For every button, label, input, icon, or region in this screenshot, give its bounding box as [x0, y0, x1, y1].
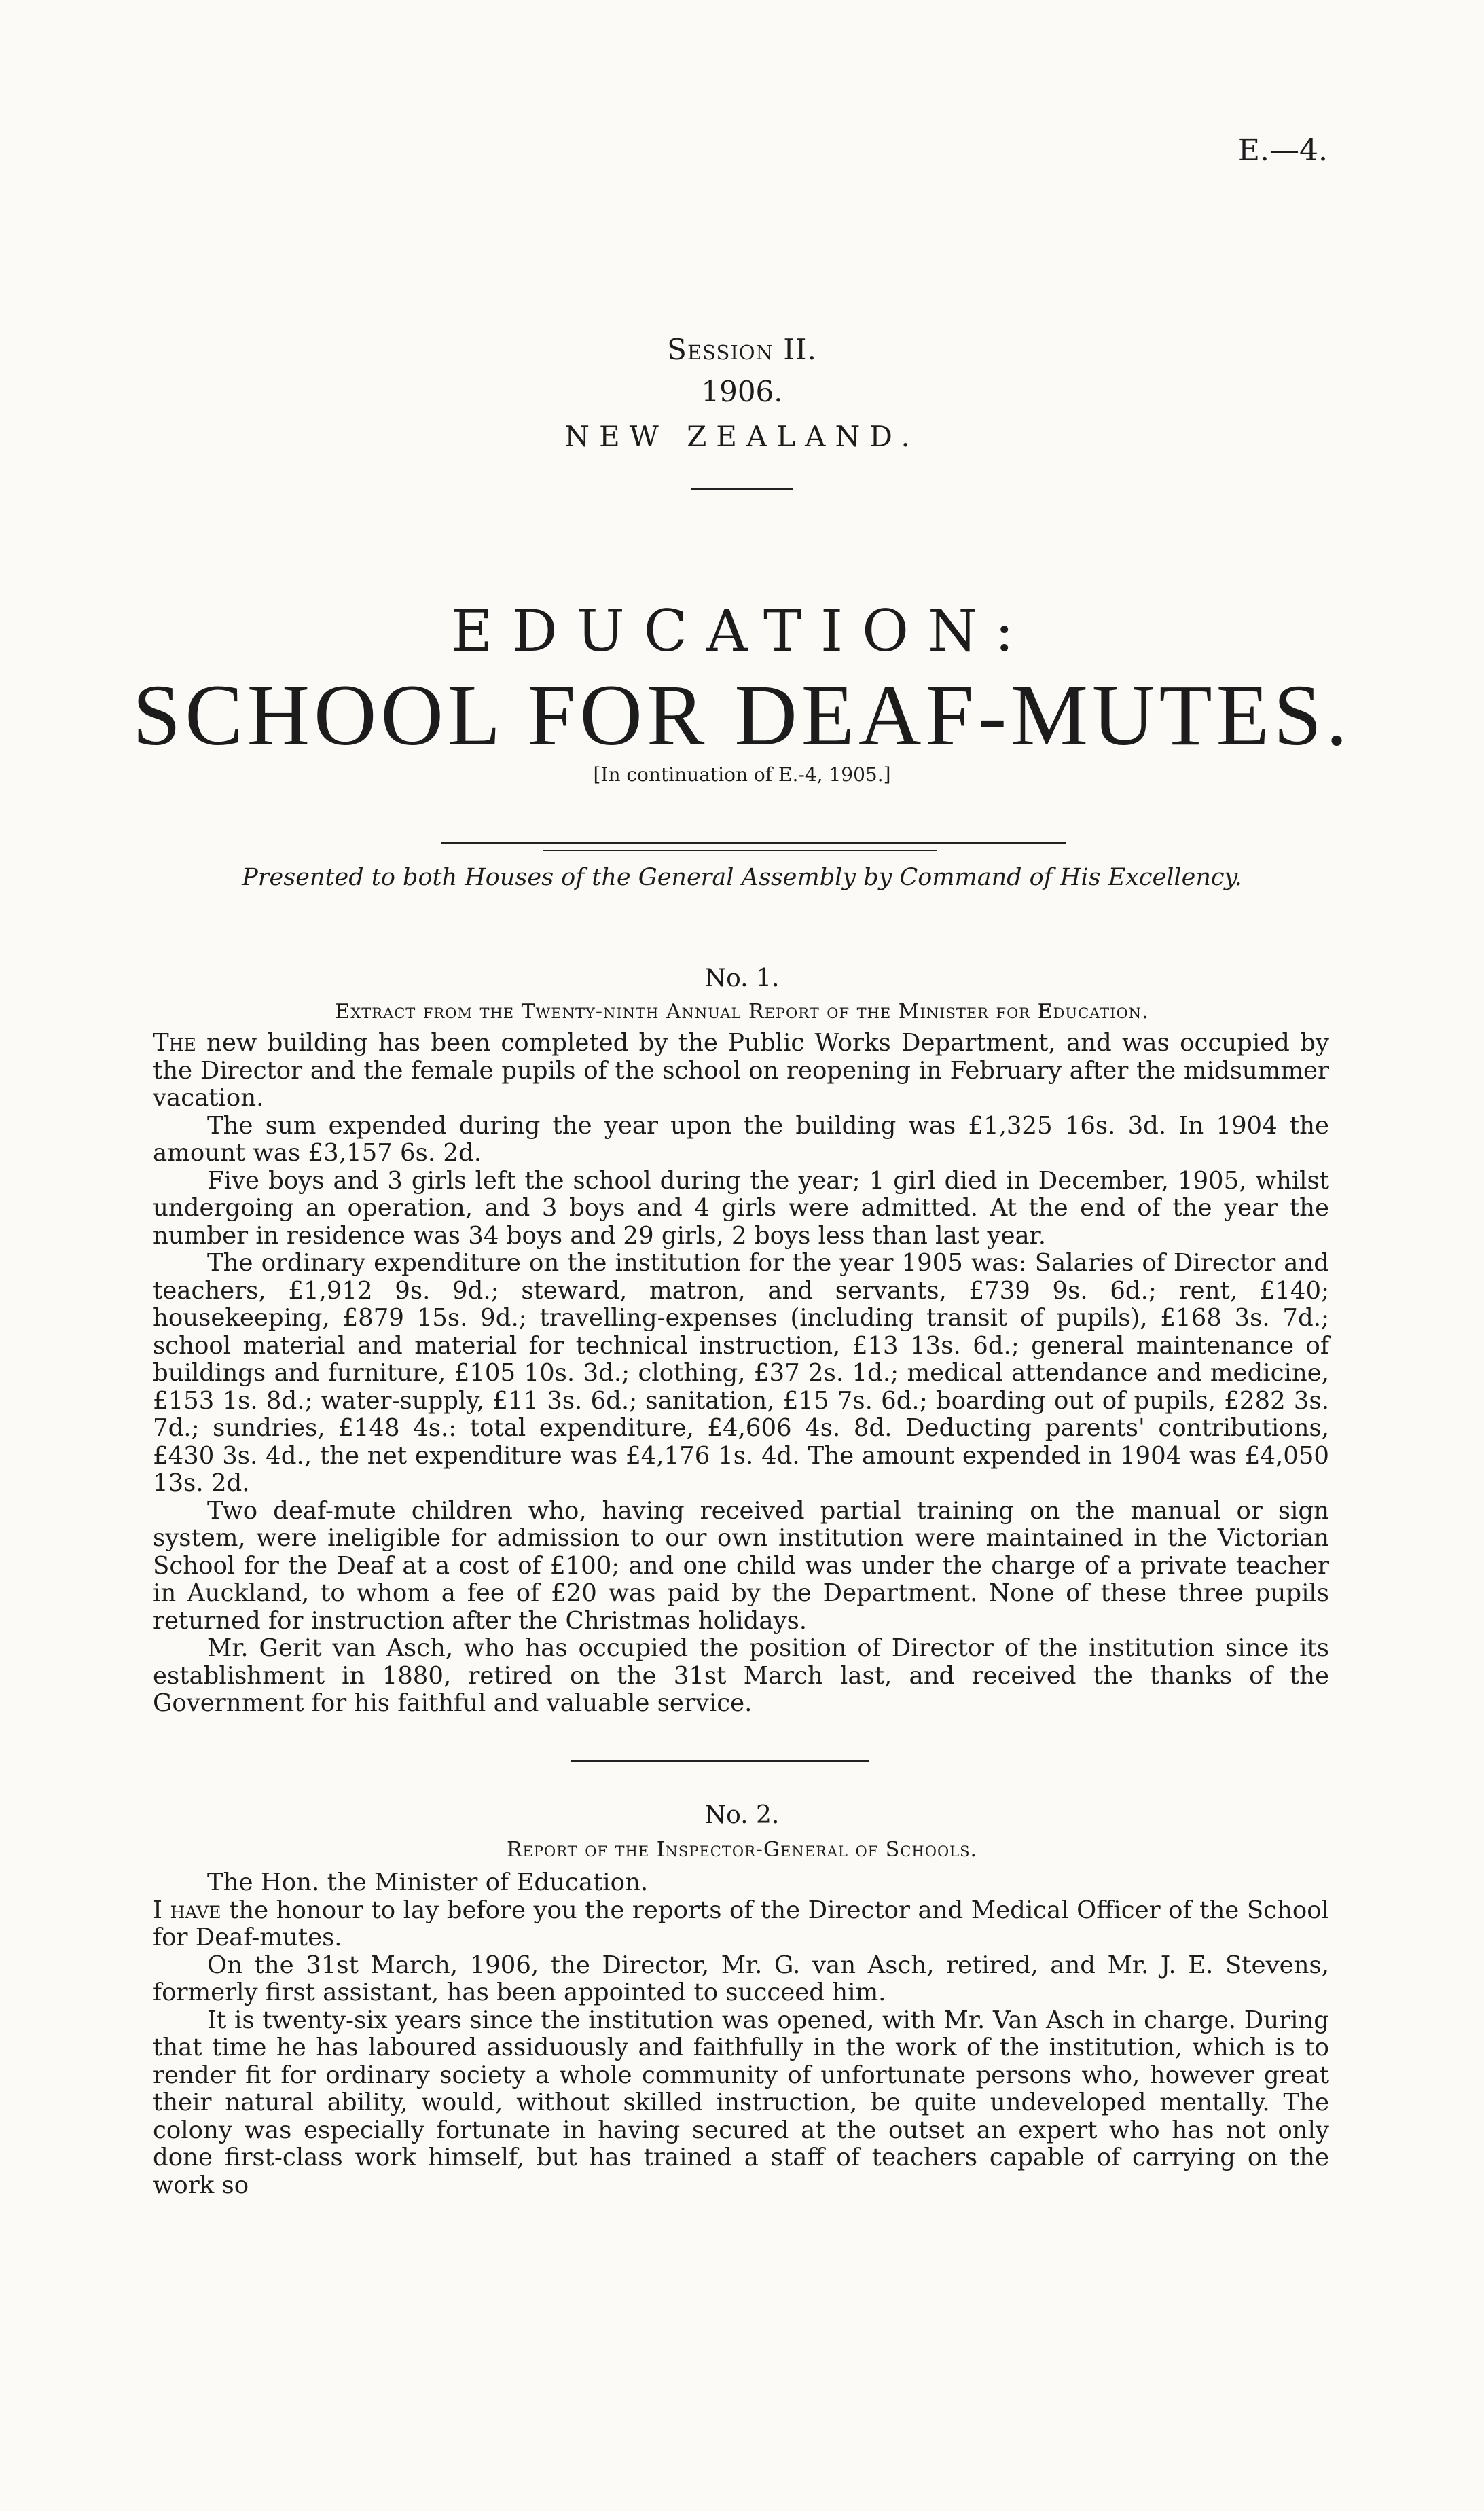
divider	[441, 842, 1066, 844]
session-label: Session II.	[667, 333, 817, 366]
divider	[543, 850, 937, 851]
paragraph: On the 31st March, 1906, the Director, Mr. G. van Asch, retired, and Mr. J. E. Stevens, formerly first assistant, has been appointed to succeed him.	[153, 1951, 1329, 2006]
page-title: EDUCATION:	[451, 598, 1033, 664]
continuation-note: [In continuation of E.-4, 1905.]	[593, 763, 891, 786]
divider	[691, 488, 793, 490]
section-caption: Report of the Inspector-General of Schools.	[506, 1838, 978, 1862]
presented-line: Presented to both Houses of the General Assembly by Command of His Excellency.	[242, 864, 1242, 891]
paragraph-text: new building has been completed by the Public Works Department, and was occupied by the Director and the female pupils of the school on reopening in February after the midsummer vacation.	[153, 1029, 1329, 1112]
page-subtitle: SCHOOL FOR DEAF-MUTES.	[132, 667, 1352, 763]
paragraph-text: the honour to lay before you the reports of the Director and Medical Officer of the School for Deaf-mutes.	[153, 1896, 1329, 1951]
section-1-body	[153, 1030, 1329, 1718]
paragraph: Two deaf-mute children who, having received partial training on the manual or sign system, were ineligible for admission to our own institution were maintained in the Victorian School for the Deaf at a cost of £100; and one child was under the charge of a private teacher in Auckland, to whom a fee of £20 was paid by the Department. None of these three pupils returned for instruction after the Christmas holidays.	[153, 1496, 1329, 1635]
paragraph: Five boys and 3 girls left the school during the year; 1 girl died in December, 1905, whilst undergoing an operation, and 3 boys and 4 girls were admitted. At the end of the year the number in residence was 34 boys and 29 girls, 2 boys less than last year.	[153, 1166, 1329, 1250]
paragraph	[153, 1897, 1329, 1952]
section-caption: Extract from the Twenty-ninth Annual Report of the Minister for Education.	[335, 1000, 1149, 1024]
paragraph: Mr. Gerit van Asch, who has occupied the position of Director of the institution since its establishment in 1880, retired on the 31st March last, and received the thanks of the Government for his faithful and valuable service.	[153, 1634, 1329, 1717]
paragraph	[153, 1030, 1329, 1113]
paragraph: The sum expended during the year upon the building was £1,325 16s. 3d. In 1904 the amount was £3,157 6s. 2d.	[153, 1111, 1329, 1167]
section-number: No. 1.	[704, 964, 780, 992]
divider	[571, 1760, 869, 1762]
year-label: 1906.	[701, 375, 783, 408]
section-number: No. 2.	[704, 1801, 780, 1829]
country-label: NEW ZEALAND.	[564, 420, 920, 453]
paragraph: The ordinary expenditure on the institution for the year 1905 was: Salaries of Director and teachers, £1,912 9s. 9d.; steward, matron, and servants, £739 9s. 6d.; rent, £140; housekeeping, £879 15s. 9d.; travelling-expenses (including transit of pupils), £168 3s. 7d.; school material and material for technical instruction, £13 13s. 6d.; general maintenance of buildings and furniture, £105 10s. 3d.; clothing, £37 2s. 1d.; medical attendance and medicine, £153 1s. 8d.; water-supply, £11 3s. 6d.; sanitation, £15 7s. 6d.; boarding out of pupils, £282 3s. 7d.; sundries, £148 4s.: total expenditure, £4,606 4s. 8d. Deducting parents' contributions, £430 3s. 4d., the net expenditure was £4,176 1s. 4d. The amount expended in 1904 was £4,050 13s. 2d.	[153, 1249, 1329, 1497]
document-reference: E.—4.	[1237, 133, 1328, 168]
salutation: The Hon. the Minister of Education.	[207, 1868, 649, 1896]
lead-word: The	[153, 1029, 196, 1057]
section-2-body	[153, 1869, 1329, 2199]
lead-word: I have	[153, 1896, 221, 1924]
paragraph: It is twenty-six years since the institution was opened, with Mr. Van Asch in charge. During that time he has laboured assiduously and faithfully in the work of the institution, which is to render fit for ordinary society a whole community of unfortunate persons who, however great their natural ability, would, without skilled instruction, be quite undeveloped mentally. The colony was especially fortunate in having secured at the outset an expert who has not only done first-class work himself, but has trained a staff of teachers capable of carrying on the work so	[153, 2006, 1329, 2199]
